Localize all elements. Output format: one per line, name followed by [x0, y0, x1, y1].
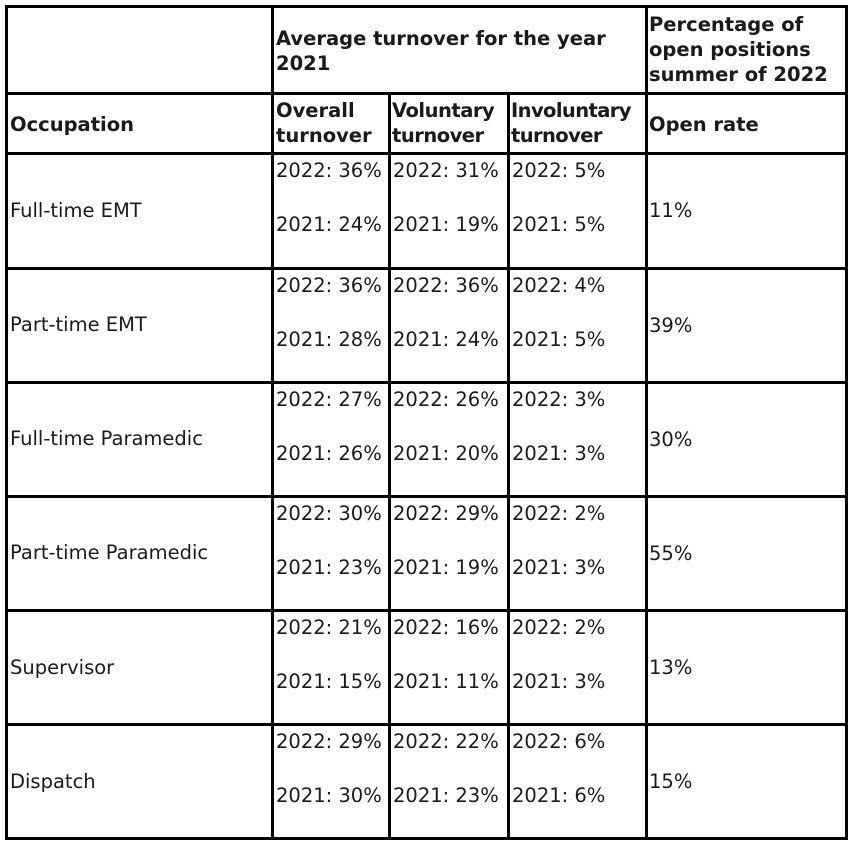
- voluntary-2022-cell: 2022: 29%: [393, 502, 499, 525]
- header-open-rate: Open rate: [649, 113, 759, 136]
- occupation-cell: Dispatch: [10, 770, 96, 793]
- row-divider: [8, 723, 845, 726]
- header-voluntary-line1: Voluntary: [392, 99, 495, 122]
- header-overall-line2: turnover: [276, 124, 372, 147]
- involuntary-2022-cell: 2022: 5%: [512, 159, 606, 182]
- col-divider: [645, 8, 648, 837]
- open-rate-cell: 13%: [649, 656, 693, 679]
- involuntary-2022-cell: 2022: 3%: [512, 388, 606, 411]
- voluntary-2022-cell: 2022: 31%: [393, 159, 499, 182]
- voluntary-2021-cell: 2021: 19%: [393, 556, 499, 579]
- group-header-open-line1: Percentage of: [649, 13, 804, 36]
- header-overall-turnover: [276, 98, 372, 148]
- header-voluntary-turnover: [392, 98, 494, 148]
- overall-2021-cell: 2021: 24%: [276, 213, 382, 236]
- voluntary-2022-cell: 2022: 36%: [393, 274, 499, 297]
- involuntary-2021-cell: 2021: 3%: [512, 442, 606, 465]
- involuntary-2021-cell: 2021: 5%: [512, 213, 606, 236]
- row-divider: [8, 152, 845, 155]
- open-rate-cell: 55%: [649, 542, 693, 565]
- group-header-turnover: [276, 26, 606, 76]
- overall-2022-cell: 2022: 21%: [276, 616, 382, 639]
- col-divider: [507, 92, 510, 837]
- overall-2022-cell: 2022: 30%: [276, 502, 382, 525]
- voluntary-2022-cell: 2022: 16%: [393, 616, 499, 639]
- overall-2021-cell: 2021: 15%: [276, 670, 382, 693]
- row-divider: [8, 609, 845, 612]
- header-occupation: Occupation: [10, 113, 134, 136]
- voluntary-2021-cell: 2021: 11%: [393, 670, 499, 693]
- involuntary-2022-cell: 2022: 4%: [512, 274, 606, 297]
- col-divider: [388, 92, 391, 837]
- header-involuntary-line2: turnover: [511, 124, 602, 147]
- group-header-open-line2: open positions: [649, 38, 811, 61]
- voluntary-2022-cell: 2022: 26%: [393, 388, 499, 411]
- turnover-table: [5, 5, 848, 840]
- occupation-cell: Part-time EMT: [10, 313, 147, 336]
- overall-2021-cell: 2021: 28%: [276, 328, 382, 351]
- group-header-turnover-line2: 2021: [276, 52, 331, 75]
- overall-2022-cell: 2022: 36%: [276, 159, 382, 182]
- open-rate-cell: 15%: [649, 770, 693, 793]
- involuntary-2022-cell: 2022: 2%: [512, 502, 606, 525]
- header-involuntary-turnover: [511, 98, 631, 148]
- voluntary-2021-cell: 2021: 24%: [393, 328, 499, 351]
- involuntary-2021-cell: 2021: 5%: [512, 328, 606, 351]
- row-divider: [8, 267, 845, 270]
- header-voluntary-line2: turnover: [392, 124, 484, 147]
- involuntary-2021-cell: 2021: 3%: [512, 670, 606, 693]
- voluntary-2022-cell: 2022: 22%: [393, 730, 499, 753]
- voluntary-2021-cell: 2021: 23%: [393, 784, 499, 807]
- occupation-cell: Part-time Paramedic: [10, 541, 209, 564]
- involuntary-2021-cell: 2021: 3%: [512, 556, 606, 579]
- overall-2021-cell: 2021: 26%: [276, 442, 382, 465]
- col-divider: [271, 8, 274, 837]
- row-divider: [8, 495, 845, 498]
- header-involuntary-line1: Involuntary: [511, 99, 631, 122]
- occupation-cell: Full-time Paramedic: [10, 427, 203, 450]
- overall-2021-cell: 2021: 23%: [276, 556, 382, 579]
- overall-2021-cell: 2021: 30%: [276, 784, 382, 807]
- open-rate-cell: 11%: [649, 199, 693, 222]
- open-rate-cell: 39%: [649, 314, 693, 337]
- involuntary-2022-cell: 2022: 6%: [512, 730, 606, 753]
- voluntary-2021-cell: 2021: 20%: [393, 442, 499, 465]
- overall-2022-cell: 2022: 27%: [276, 388, 382, 411]
- group-header-turnover-line1: Average turnover for the year: [276, 27, 606, 50]
- open-rate-cell: 30%: [649, 428, 693, 451]
- involuntary-2022-cell: 2022: 2%: [512, 616, 606, 639]
- occupation-cell: Supervisor: [10, 656, 115, 679]
- involuntary-2021-cell: 2021: 6%: [512, 784, 606, 807]
- row-divider: [8, 92, 845, 95]
- group-header-open-positions: [649, 12, 828, 87]
- overall-2022-cell: 2022: 29%: [276, 730, 382, 753]
- voluntary-2021-cell: 2021: 19%: [393, 213, 499, 236]
- group-header-open-line3: summer of 2022: [649, 63, 828, 86]
- row-divider: [8, 381, 845, 384]
- overall-2022-cell: 2022: 36%: [276, 274, 382, 297]
- occupation-cell: Full-time EMT: [10, 199, 142, 222]
- header-overall-line1: Overall: [276, 99, 355, 122]
